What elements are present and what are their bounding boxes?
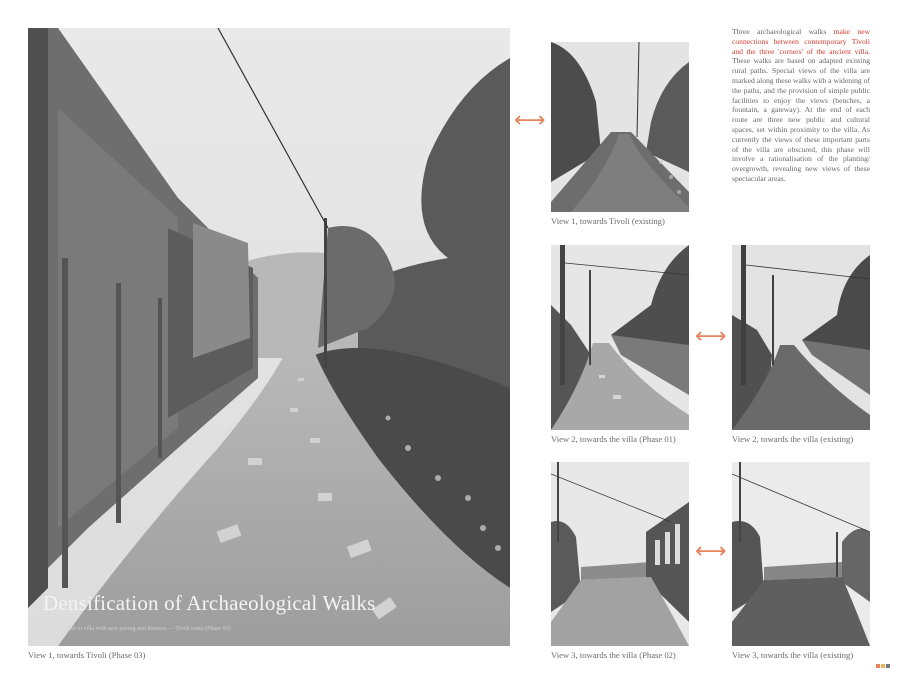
double-arrow-icon: ⟷ (695, 324, 727, 349)
description-body: These walks are based on adapted existing rural paths. Special views of the villa are marked along these walks with a widening of the paths, and the provision of simple public facilities to enjoy the views (benches, a fountain, a gateway). At the end of each route are three new public and cultural spaces, set within proximity to the villa. As currently the views of these important parts of the villa are obscured, this phase will involve a rationalisation of the planting/ overgrowth, revealing new views of these spectacular areas. (732, 56, 870, 183)
photo-view-1-existing (551, 42, 689, 212)
photo-view-3-existing-graphic (732, 462, 870, 646)
photo-view-3-phase-02-graphic (551, 462, 689, 646)
double-arrow-icon: ⟷ (695, 539, 727, 564)
photo-view-3-existing (732, 462, 870, 646)
description-highlight: make new connections between contemporary Tivoli and the three 'corners' of the ancient villa. (732, 27, 870, 56)
photo-view-2-phase-01-graphic (551, 245, 689, 430)
caption-view-2-phase-01: View 2, towards the villa (Phase 01) (551, 434, 676, 444)
logo-mark (881, 664, 885, 668)
photo-view-2-phase-01 (551, 245, 689, 430)
photo-view-3-phase-02 (551, 462, 689, 646)
logo-mark (876, 664, 880, 668)
double-arrow-icon: ⟷ (514, 108, 546, 133)
photo-view-2-existing (732, 245, 870, 430)
photo-view-1-existing-graphic (551, 42, 689, 212)
main-caption: View 1, towards Tivoli (Phase 03) (28, 650, 146, 660)
main-photo-view-1-phase-03 (28, 28, 510, 646)
caption-view-1-existing: View 1, towards Tivoli (existing) (551, 216, 665, 226)
caption-view-2-existing: View 2, towards the villa (existing) (732, 434, 854, 444)
main-photo-graphic (28, 28, 510, 646)
photo-view-2-existing-graphic (732, 245, 870, 430)
logo-mark (886, 664, 890, 668)
description-lead: Three archaeological walks (732, 27, 834, 36)
caption-view-3-phase-02: View 3, towards the villa (Phase 02) (551, 650, 676, 660)
caption-view-3-existing: View 3, towards the villa (existing) (732, 650, 854, 660)
description-text (732, 27, 870, 184)
main-title: Densification of Archaeological Walks (43, 591, 376, 615)
main-subtitle: Existing path to villa with new paving and features — Tivoli route (Phase 03) (44, 626, 231, 632)
